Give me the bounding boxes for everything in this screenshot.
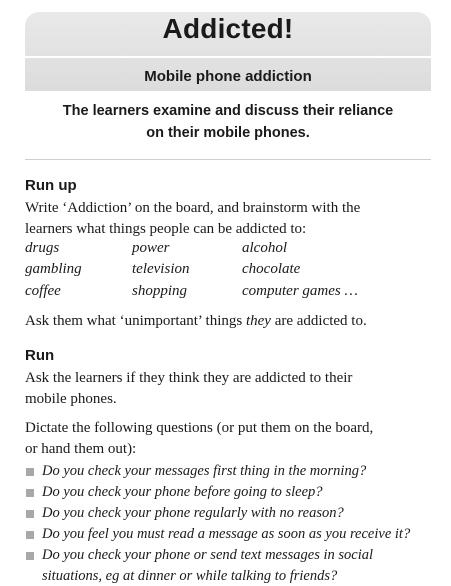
- question-list: [25, 461, 445, 586]
- page-subtitle: Mobile phone addiction: [144, 68, 312, 85]
- activity-summary: [25, 100, 431, 144]
- bullet-square-icon: [26, 510, 34, 518]
- summary-line: on their mobile phones.: [146, 125, 310, 141]
- text-line: Write ‘Addiction’ on the board, and brainstorm with the: [25, 200, 361, 216]
- grid-word: alcohol: [242, 240, 287, 256]
- text-line: mobile phones.: [25, 391, 117, 407]
- run-up-heading: Run up: [25, 177, 77, 194]
- question-text: Do you check your phone before going to sleep?: [42, 484, 323, 500]
- question-text-continued: situations, eg at dinner or while talking to friends?: [42, 568, 338, 584]
- question-text: Do you check your phone or send text messages in social: [42, 547, 374, 563]
- run-paragraph-1: [25, 368, 435, 410]
- question-item: [25, 545, 445, 586]
- run-heading: Run: [25, 347, 55, 364]
- text-fragment: Ask them what ‘unimportant’ things: [25, 313, 246, 329]
- emphasis-word: they: [245, 313, 271, 329]
- run-up-intro: [25, 198, 435, 240]
- question-item: [25, 503, 445, 524]
- question-item: [25, 461, 445, 482]
- grid-word: chocolate: [242, 261, 301, 277]
- grid-word: television: [132, 261, 190, 277]
- grid-word: drugs: [25, 240, 60, 256]
- question-text: Do you check your phone regularly with no reason?: [42, 505, 344, 521]
- section-divider: [25, 159, 431, 160]
- grid-word: power: [132, 240, 170, 256]
- grid-word: coffee: [25, 283, 61, 299]
- summary-line: The learners examine and discuss their reliance: [62, 103, 394, 119]
- bullet-square-icon: [26, 489, 34, 497]
- bullet-square-icon: [26, 468, 34, 476]
- text-line: learners what things people can be addicted to:: [25, 221, 307, 237]
- text-line: Ask the learners if they think they are addicted to their: [25, 370, 353, 386]
- grid-word: computer games …: [242, 283, 358, 299]
- bullet-square-icon: [26, 552, 34, 560]
- title-banner: [25, 12, 431, 91]
- text-line: Dictate the following questions (or put them on the board,: [25, 420, 374, 436]
- banner-divider: [25, 56, 431, 58]
- question-text: Do you check your messages first thing in the morning?: [42, 463, 367, 479]
- question-item: [25, 524, 445, 545]
- run-up-ask: [25, 311, 435, 332]
- text-line: or hand them out):: [25, 441, 137, 457]
- bullet-square-icon: [26, 531, 34, 539]
- run-paragraph-2: [25, 418, 435, 460]
- question-text: Do you feel you must read a message as soon as you receive it?: [42, 526, 411, 542]
- grid-word: shopping: [132, 283, 188, 299]
- grid-word: gambling: [25, 261, 82, 277]
- question-item: [25, 482, 445, 503]
- page-title: Addicted!: [162, 13, 294, 44]
- text-fragment: are addicted to.: [270, 313, 367, 329]
